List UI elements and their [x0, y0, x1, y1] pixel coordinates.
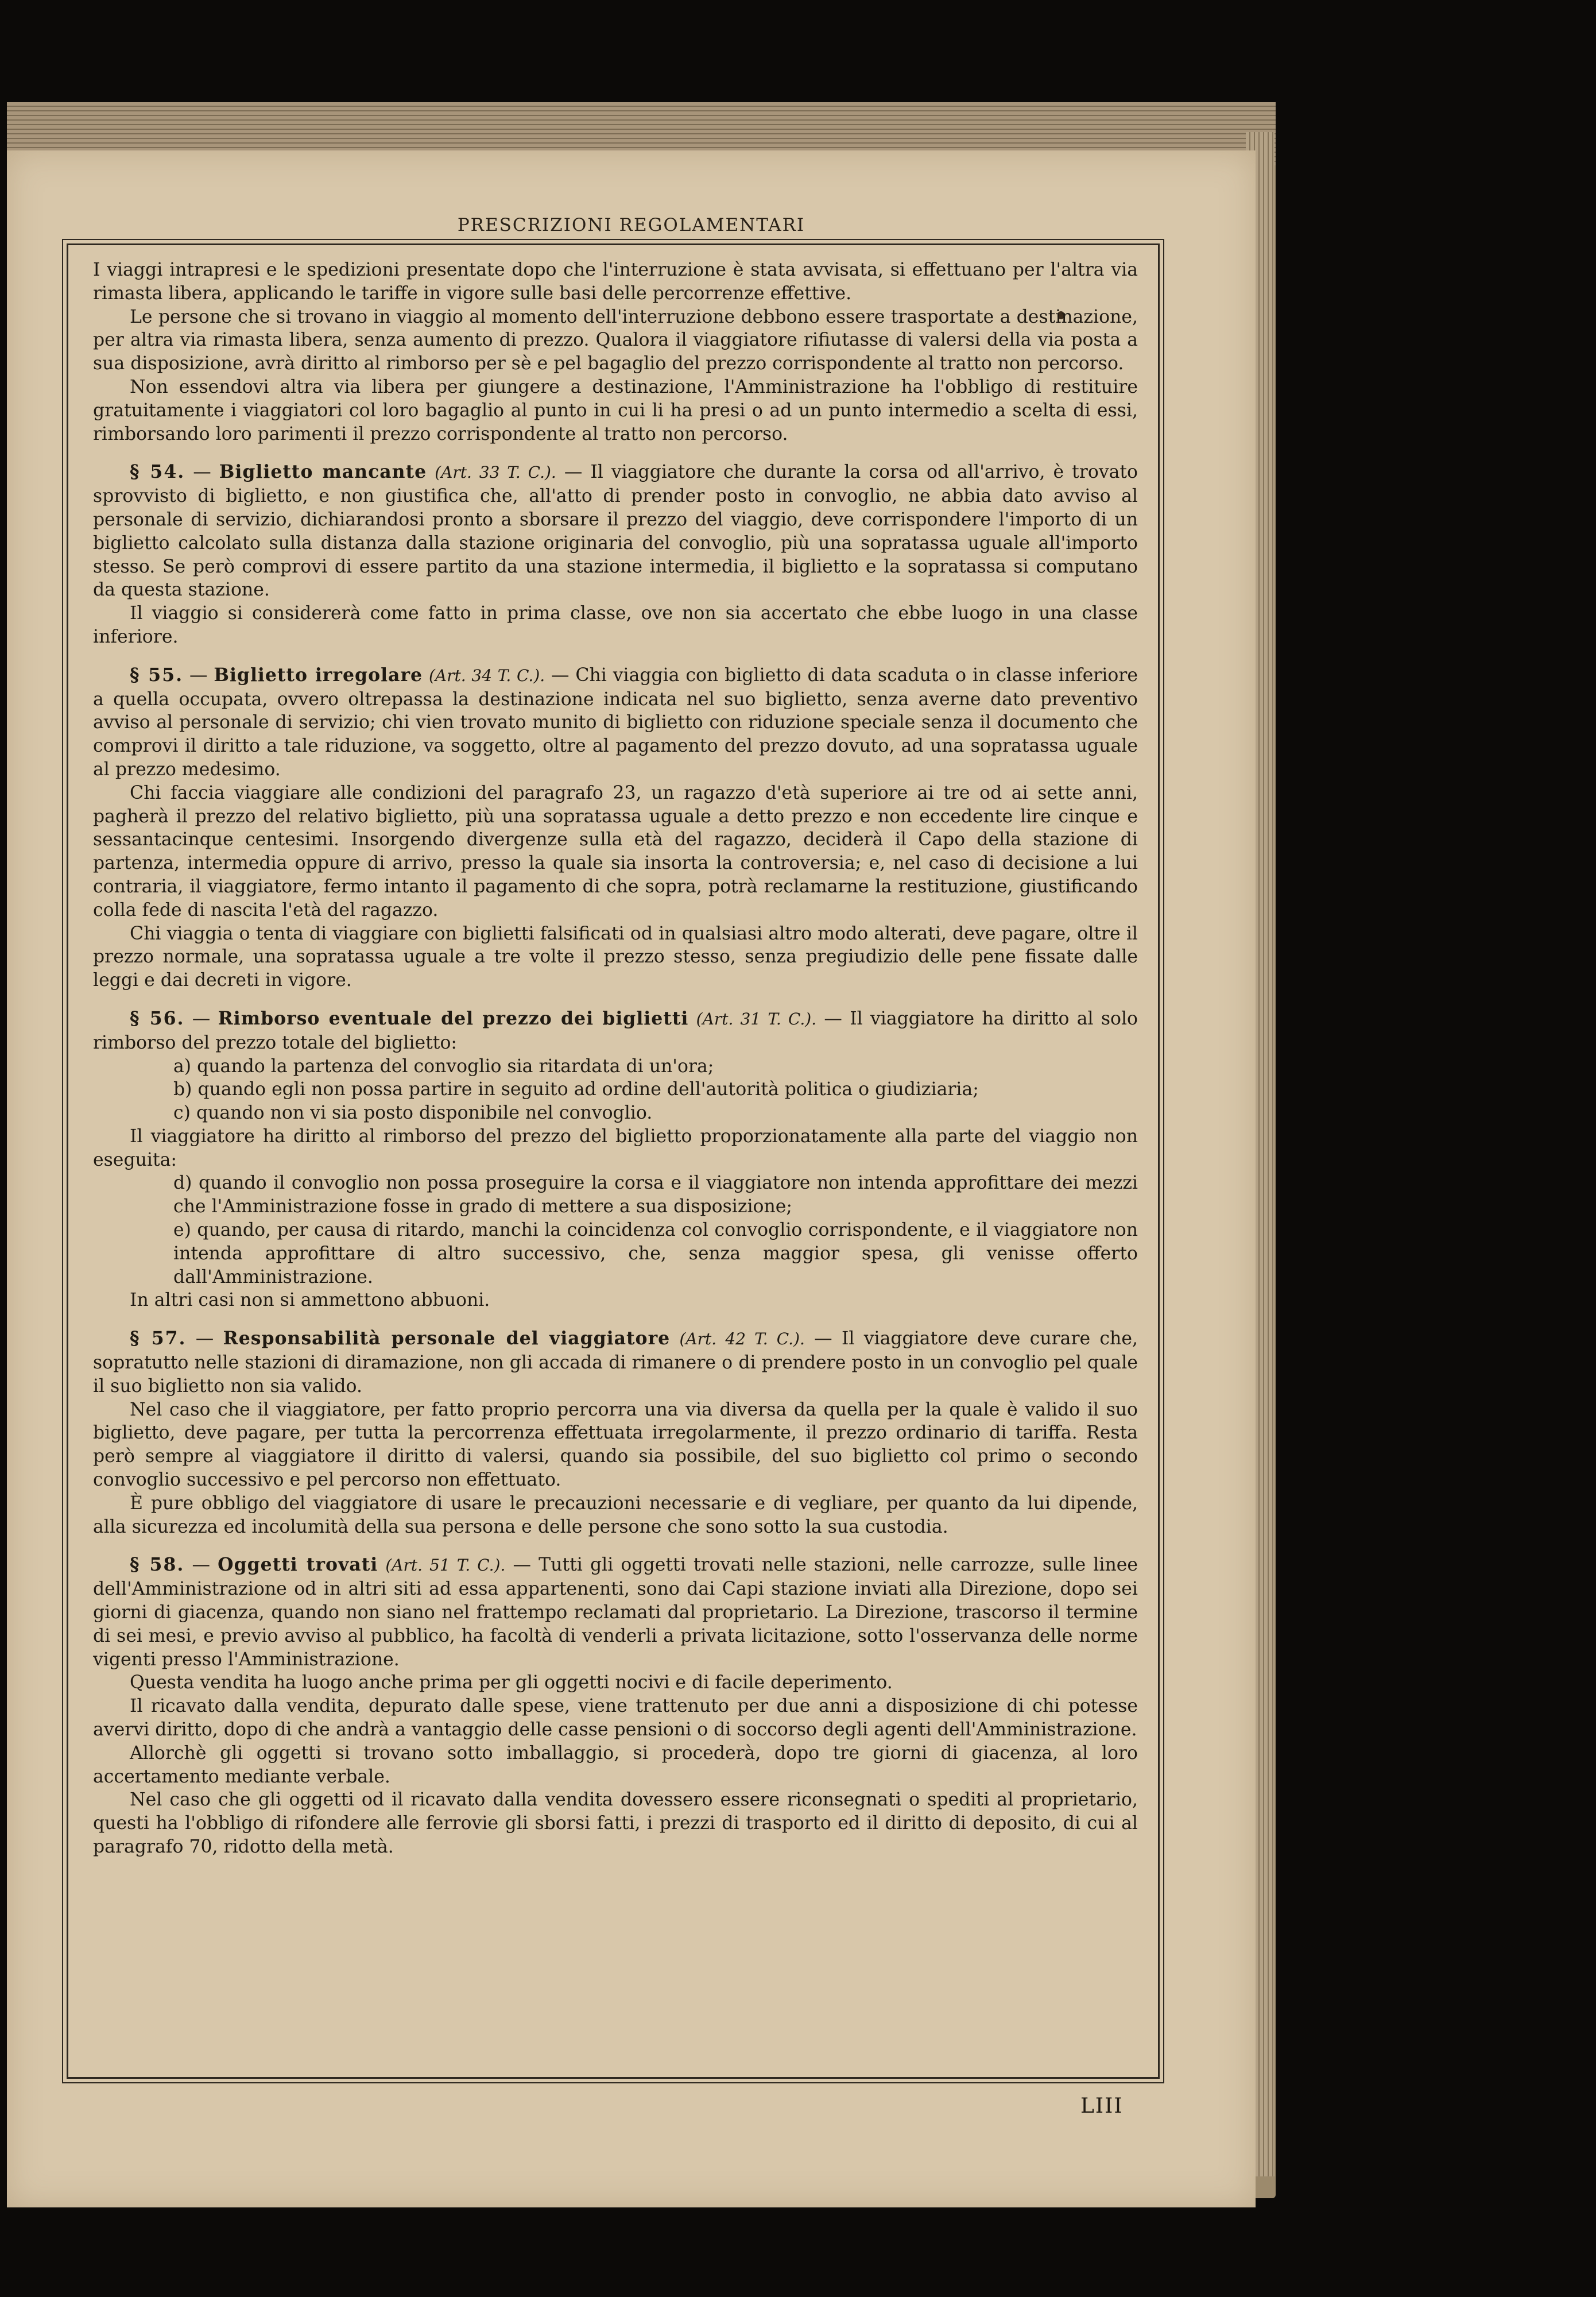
intro-paragraph: Le persone che si trovano in viaggio al momento dell'interruzione debbono essere trasportate a destinazione, per altra via rimasta libera, senza aumento di prezzo. Qualora il viaggiatore rifiutasse di valersi della via posta a sua disposizione, avrà diritto al rimborso per sè e pel bagaglio del prezzo corrispondente al tratto non percorso.: [93, 306, 1138, 374]
section-number: § 57.: [130, 1328, 187, 1349]
paragraph: Allorchè gli oggetti si trovano sotto imballaggio, si procederà, dopo tre giorni di giacenza, al loro accertamento mediante verbale.: [93, 1742, 1138, 1787]
paragraph: Chi faccia viaggiare alle condizioni del paragrafo 23, un ragazzo d'età superiore ai tre od ai sette anni, pagherà il prezzo del relativo biglietto, più una sopratassa uguale a detto prezzo e non eccedente lire cinque e sessantacinque centesimi. Insorgendo divergenze sulla età del ragazzo, deciderà il Capo della stazione di partenza, intermedia oppure di arrivo, presso la quale sia insorta la controversia; e, nel caso di decisione a lui contraria, il viaggiatore, fermo intanto il pagamento di che sopra, potrà reclamarne la restituzione, giustificando colla fede di nascita l'età del ragazzo.: [93, 782, 1138, 921]
section-number: § 56.: [130, 1007, 185, 1029]
list-item: a) quando la partenza del convoglio sia ritardata di un'ora;: [173, 1055, 714, 1077]
section-56: § 56. — Rimborso eventuale del prezzo dei biglietti (Art. 31 T. C.). — Il viaggiatore ha diritto al solo rimborso del prezzo totale del biglietto:: [93, 1007, 1138, 1053]
paragraph: È pure obbligo del viaggiatore di usare le precauzioni necessarie e di vegliare, per quanto da lui dipende, alla sicurezza ed incolumità della sua persona e delle persone che sono sotto la sua custodia.: [93, 1492, 1138, 1537]
paragraph: Nel caso che il viaggiatore, per fatto proprio percorra una via diversa da quella per la quale è valido il suo biglietto, deve pagare, per tutta la percorrenza effettuata irregolarmente, il prezzo ordinario di tariffa. Resta però sempre al viaggiatore il diritto di valersi, quando sia possibile, del suo biglietto col primo o secondo convoglio successivo e pel percorso non effettuato.: [93, 1399, 1138, 1491]
page-number: LIII: [1080, 2094, 1124, 2118]
section-number: § 58.: [130, 1554, 185, 1576]
paragraph: Il viaggiatore ha diritto al rimborso del prezzo del biglietto proporzionatamente alla parte del viaggio non eseguita:: [93, 1126, 1138, 1170]
list-item: c) quando non vi sia posto disponibile nel convoglio.: [173, 1103, 653, 1124]
section-ref: (Art. 51 T. C.).: [385, 1556, 506, 1575]
paragraph: In altri casi non si ammettono abbuoni.: [130, 1290, 490, 1311]
section-text: Chi viaggia con biglietto di data scaduta o in classe inferiore a quella occupata, ovvero oltrepassa la destinazione indicata nel suo biglietto, senza averne dato preventivo avviso al personale di servizio; chi vien trovato munito di biglietto con riduzione speciale senza il documento che comprovi il diritto a tale riduzione, va soggetto, oltre al pagamento del prezzo dovuto, ad una sopratassa uguale al prezzo medesimo.: [93, 664, 1138, 780]
section-ref: (Art. 31 T. C.).: [696, 1009, 817, 1028]
paragraph: Chi viaggia o tenta di viaggiare con biglietti falsificati od in qualsiasi altro modo alterati, deve pagare, oltre il prezzo normale, una sopratassa uguale a tre volte il prezzo stesso, senza pregiudizio delle pene fissate dalle leggi e dai decreti in vigore.: [93, 923, 1138, 991]
intro-paragraph: Non essendovi altra via libera per giungere a destinazione, l'Amministrazione ha l'obbligo di restituire gratuitamente i viaggiatori col loro bagaglio al punto in cui li ha presi o ad un punto intermedio a scelta di essi, rimborsando loro parimenti il prezzo corrispondente al tratto non percorso.: [93, 376, 1138, 444]
section-text: Tutti gli oggetti trovati nelle stazioni, nelle carrozze, sulle linee dell'Amministrazione od in altri siti ad essa appartenenti, sono dai Capi stazione inviati alla Direzione, dopo sei giorni di giacenza, quando non siano nel frattempo reclamati dal proprietario. La Direzione, trascorso il termine di sei mesi, e previo avviso al pubblico, ha facoltà di venderli a privata licitazione, sotto l'osservanza delle norme vigenti presso l'Amministrazione.: [93, 1554, 1138, 1670]
section-text: Il viaggiatore che durante la corsa od all'arrivo, è trovato sprovvisto di biglietto, e non giustifica che, all'atto di prender posto in convoglio, ne abbia dato avviso al personale di servizio, dichiarandosi pronto a sborsare il prezzo del viaggio, deve corrispondere l'importo di un biglietto calcolato sulla distanza dalla stazione originaria del convoglio, più una sopratassa uguale all'importo stesso. Se però comprovi di essere partito da una stazione intermedia, il biglietto e la sopratassa si computano da questa stazione.: [93, 462, 1138, 601]
section-number: § 55.: [130, 664, 184, 686]
paragraph: Il viaggio si considererà come fatto in prima classe, ove non sia accertato che ebbe luogo in una classe inferiore.: [93, 603, 1138, 647]
paragraph: Questa vendita ha luogo anche prima per gli oggetti nocivi e di facile deperimento.: [130, 1672, 893, 1693]
list-item: d) quando il convoglio non possa proseguire la corsa e il viaggiatore non intenda approfittare dei mezzi che l'Amministrazione fosse in grado di mettere a sua disposizione;: [173, 1173, 1138, 1217]
section-ref: (Art. 34 T. C.).: [428, 666, 545, 685]
section-title: Rimborso eventuale del prezzo dei biglietti: [218, 1007, 689, 1029]
section-58: § 58. — Oggetti trovati (Art. 51 T. C.). — Tutti gli oggetti trovati nelle stazioni, nelle carrozze, sulle linee dell'Amministrazione od in altri siti ad essa appartenenti, sono dai Capi stazione inviati alla Direzione, dopo sei giorni di giacenza, quando non siano nel frattempo reclamati dal proprietario. La Direzione, trascorso il termine di sei mesi, e previo avviso al pubblico, ha facoltà di venderli a privata licitazione, sotto l'osservanza delle norme vigenti presso l'Amministrazione.: [93, 1554, 1138, 1670]
section-number: § 54.: [130, 461, 185, 483]
section-title: Biglietto mancante: [219, 461, 427, 483]
section-text: Il viaggiatore deve curare che, sopratutto nelle stazioni di diramazione, non gli accada di rimanere o di prendere posto in un convoglio pel quale il suo biglietto non sia valido.: [93, 1328, 1138, 1397]
section-text: Il viaggiatore ha diritto al solo rimborso del prezzo totale del biglietto:: [93, 1008, 1138, 1053]
text-body: [93, 258, 1138, 2079]
section-55: § 55. — Biglietto irregolare (Art. 34 T. C.). — Chi viaggia con biglietto di data scaduta o in classe inferiore a quella occupata, ovvero oltrepassa la destinazione indicata nel suo biglietto, senza averne dato preventivo avviso al personale di servizio; chi vien trovato munito di biglietto con riduzione speciale senza il documento che comprovi il diritto a tale riduzione, va soggetto, oltre al pagamento del prezzo dovuto, ad una sopratassa uguale al prezzo medesimo.: [93, 664, 1138, 780]
section-title: Biglietto irregolare: [214, 664, 423, 686]
section-54: § 54. — Biglietto mancante (Art. 33 T. C.). — Il viaggiatore che durante la corsa od all'arrivo, è trovato sprovvisto di biglietto, e non giustifica che, all'atto di prender posto in convoglio, ne abbia dato avviso al personale di servizio, dichiarandosi pronto a sborsare il prezzo del viaggio, deve corrispondere l'importo di un biglietto calcolato sulla distanza dalla stazione originaria del convoglio, più una sopratassa uguale all'importo stesso. Se però comprovi di essere partito da una stazione intermedia, il biglietto e la sopratassa si computano da questa stazione.: [93, 461, 1138, 601]
book-page: [7, 150, 1256, 2207]
running-head: PRESCRIZIONI REGOLAMENTARI: [457, 215, 805, 235]
section-ref: (Art. 42 T. C.).: [679, 1329, 805, 1349]
section-ref: (Art. 33 T. C.).: [435, 463, 556, 482]
paragraph: Il ricavato dalla vendita, depurato dalle spese, viene trattenuto per due anni a disposizione di chi potesse avervi diritto, dopo di che andrà a vantaggio delle casse pensioni o di soccorso degli agenti dell'Amministrazione.: [93, 1696, 1138, 1741]
section-title: Oggetti trovati: [218, 1554, 378, 1576]
list-item: b) quando egli non possa partire in seguito ad ordine dell'autorità politica o giudiziaria;: [173, 1079, 979, 1100]
paragraph: Nel caso che gli oggetti od il ricavato dalla vendita dovessero essere riconsegnati o spediti al proprietario, questi ha l'obbligo di rifondere alle ferrovie gli sborsi fatti, i prezzi di trasporto ed il diritto di deposito, di cui al paragrafo 70, ridotto della metà.: [93, 1789, 1138, 1857]
list-item: e) quando, per causa di ritardo, manchi la coincidenza col convoglio corrispondente, e il viaggiatore non intenda approfittare di altro successivo, che, senza maggior spesa, gli venisse offerto dall'Amministrazione.: [173, 1220, 1138, 1287]
section-title: Responsabilità personale del viaggiatore: [223, 1328, 671, 1349]
intro-paragraph: I viaggi intrapresi e le spedizioni presentate dopo che l'interruzione è stata avvisata, si effettuano per l'altra via rimasta libera, applicando le tariffe in vigore sulle basi delle percorrenze effettive.: [93, 260, 1138, 304]
section-57: § 57. — Responsabilità personale del viaggiatore (Art. 42 T. C.). — Il viaggiatore deve curare che, sopratutto nelle stazioni di diramazione, non gli accada di rimanere o di prendere posto in un convoglio pel quale il suo biglietto non sia valido.: [93, 1328, 1138, 1397]
